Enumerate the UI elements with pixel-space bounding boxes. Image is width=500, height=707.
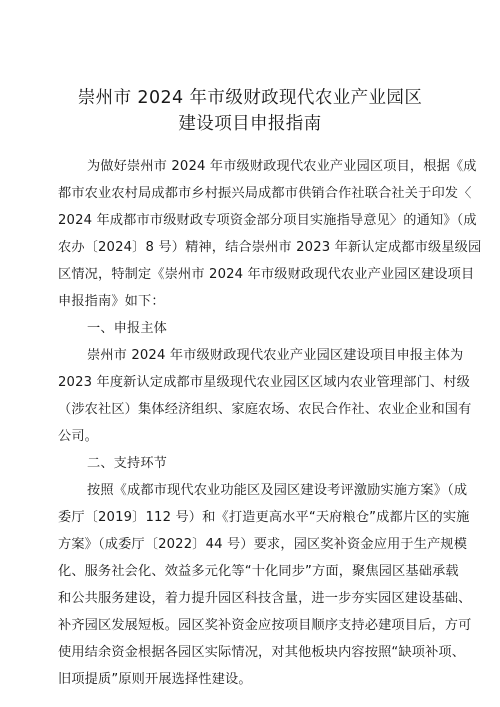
section-1-line-2: 2023 年度新认定成都市星级现代农业园区区域内农业管理部门、村级 <box>58 375 470 390</box>
intro-line-2: 都市农业农村局成都市乡村振兴局成都市供销合作社联合社关于印发〈 <box>58 186 472 201</box>
section-2-heading: 二、支持环节 <box>87 456 168 471</box>
section-2-line-7: 使用结余资金根据各园区实际情况，对其他板块内容按照“缺项补项、 <box>58 645 466 660</box>
section-1-line-3: （涉农社区）集体经济组织、家庭农场、农民合作社、农业企业和国有 <box>58 402 472 417</box>
intro-line-6: 申报指南》如下： <box>58 294 165 309</box>
section-2-line-3: 方案》（成委厅〔2022〕44 号）要求，园区奖补资金应用于生产规模 <box>58 537 468 552</box>
intro-line-1: 为做好崇州市 2024 年市级财政现代农业产业园区项目，根据《成 <box>87 159 477 174</box>
section-2-line-8: 旧项提质”原则开展选择性建设。 <box>58 672 252 687</box>
intro-line-5: 区情况，特制定《崇州市 2024 年市级财政现代农业产业园区建设项目 <box>58 267 475 282</box>
intro-line-4: 农办〔2024〕8 号）精神，结合崇州市 2023 年新认定成都市级星级园 <box>58 240 482 255</box>
section-2-line-4: 化、服务社会化、效益多元化等“十化同步”方面，聚焦园区基础承载 <box>58 564 459 579</box>
section-1-line-1: 崇州市 2024 年市级财政现代农业产业园区建设项目申报主体为 <box>87 348 464 363</box>
section-2-line-1: 按照《成都市现代农业功能区及园区建设考评激励实施方案》（成 <box>87 483 468 498</box>
section-2-line-5: 和公共服务建设，着力提升园区科技含量，进一步夯实园区建设基础、 <box>58 591 472 606</box>
section-1-line-4: 公司。 <box>58 429 99 444</box>
section-1-heading: 一、申报主体 <box>87 321 168 336</box>
document-title-line-1: 崇州市 2024 年市级财政现代农业产业园区 <box>77 88 423 108</box>
section-2-line-6: 补齐园区发展短板。园区奖补资金应按项目顺序支持必建项目后，方可 <box>58 618 472 633</box>
document-title-line-2: 建设项目申报指南 <box>178 114 322 134</box>
intro-line-3: 2024 年成都市市级财政专项资金部分项目实施指导意见〉的通知》（成 <box>58 213 477 228</box>
section-2-line-2: 委厅〔2019〕112 号）和《打造更高水平“天府粮仓”成都片区的实施 <box>58 510 470 525</box>
